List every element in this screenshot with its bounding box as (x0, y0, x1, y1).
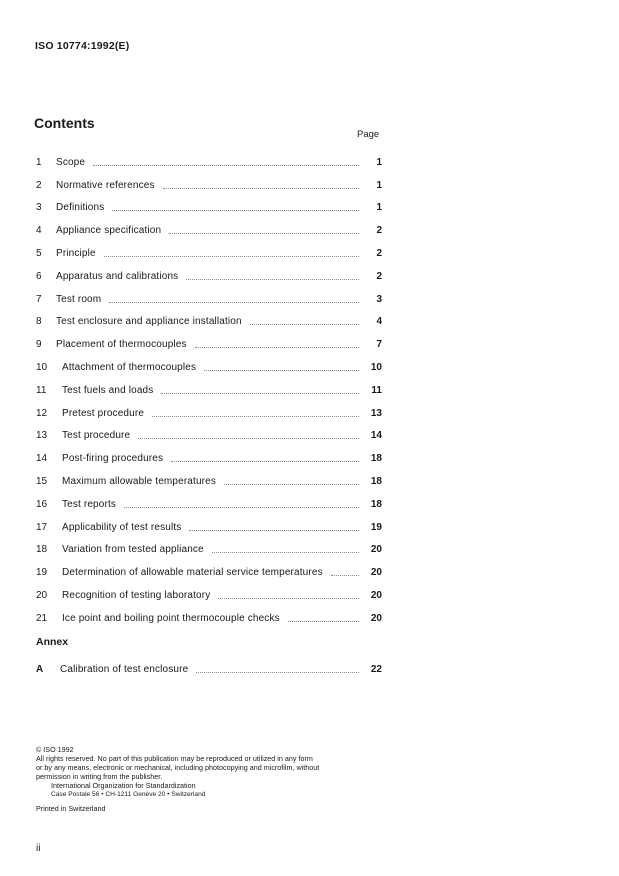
entry-number: 7 (36, 293, 42, 305)
entry-title: Ice point and boiling point thermocouple checks (62, 612, 280, 624)
toc-entry[interactable] (36, 653, 382, 676)
entry-number: 8 (36, 316, 42, 328)
entry-title: Variation from tested appliance (62, 544, 204, 556)
toc-entry[interactable] (36, 306, 382, 329)
copyright-notice: © ISO 1992 (36, 745, 74, 754)
entry-title: Normative references (56, 179, 155, 191)
entry-number: 11 (36, 384, 47, 396)
entry-page: 1 (376, 202, 382, 214)
toc-entry[interactable] (36, 442, 382, 465)
dot-leader (169, 233, 359, 234)
entry-title: Appliance specification (56, 225, 162, 237)
entry-number: 12 (36, 407, 48, 419)
dot-leader (138, 438, 359, 439)
entry-title: Applicability of test results (62, 521, 182, 533)
entry-title: Scope (56, 156, 86, 168)
copyright-block (36, 745, 386, 813)
dot-leader (218, 598, 359, 599)
entry-page: 18 (370, 453, 382, 465)
annex-heading: Annex (36, 636, 69, 648)
entry-number: 3 (36, 202, 42, 214)
entry-title: Apparatus and calibrations (56, 270, 179, 282)
entry-page: 18 (370, 498, 382, 510)
entry-page: 13 (370, 407, 382, 419)
entry-page: 2 (376, 247, 382, 259)
toc-entry[interactable] (36, 579, 382, 602)
entry-title: Maximum allowable temperatures (62, 475, 217, 487)
entry-number: 20 (36, 589, 48, 601)
table-of-contents (36, 146, 382, 625)
toc-entry[interactable] (36, 146, 382, 169)
entry-number: 18 (36, 544, 48, 556)
toc-entry[interactable] (36, 283, 382, 306)
entry-page: 11 (371, 384, 382, 396)
dot-leader (171, 461, 359, 462)
entry-number: 9 (36, 339, 42, 351)
entry-title: Test room (56, 293, 102, 305)
entry-number: 16 (36, 498, 48, 510)
toc-entry[interactable] (36, 511, 382, 534)
toc-entry[interactable] (36, 260, 382, 283)
toc-entry[interactable] (36, 488, 382, 511)
contents-title: Contents (34, 115, 95, 131)
document-id: ISO 10774:1992(E) (35, 40, 130, 52)
entry-title: Determination of allowable material service temperatures (62, 567, 323, 579)
page-column-label: Page (357, 129, 380, 140)
dot-leader (250, 324, 359, 325)
toc-entry[interactable] (36, 420, 382, 443)
entry-title: Calibration of test enclosure (60, 663, 189, 675)
dot-leader (104, 256, 359, 257)
rights-line-2: or by any means, electronic or mechanical, including photocopying and microfilm, without (36, 763, 320, 772)
dot-leader (93, 165, 359, 166)
printed-in: Printed in Switzerland (36, 804, 106, 813)
toc-entry[interactable] (36, 602, 382, 625)
dot-leader (196, 672, 359, 673)
dot-leader (112, 210, 359, 211)
toc-entry[interactable] (36, 534, 382, 557)
entry-title: Principle (56, 247, 96, 259)
entry-number: 2 (36, 179, 42, 191)
toc-entry[interactable] (36, 237, 382, 260)
entry-page: 4 (376, 316, 382, 328)
dot-leader (195, 347, 359, 348)
entry-page: 19 (370, 521, 382, 533)
entry-number: 5 (36, 247, 42, 259)
rights-line-3: permission in writing from the publisher. (36, 772, 163, 781)
organization-address: Case Postale 56 • CH-1211 Genève 20 • Switzerland (51, 791, 206, 798)
entry-title: Definitions (56, 202, 105, 214)
dot-leader (224, 484, 359, 485)
entry-title: Test enclosure and appliance installation (56, 316, 242, 328)
entry-page: 14 (370, 430, 382, 442)
toc-entry[interactable] (36, 214, 382, 237)
dot-leader (204, 370, 359, 371)
toc-entry[interactable] (36, 465, 382, 488)
dot-leader (161, 393, 359, 394)
entry-number: 14 (36, 453, 48, 465)
entry-page: 3 (376, 293, 382, 305)
toc-entry[interactable] (36, 556, 382, 579)
entry-page: 10 (370, 361, 382, 373)
entry-number: A (36, 663, 44, 675)
entry-number: 13 (36, 430, 48, 442)
entry-page: 7 (376, 339, 382, 351)
entry-title: Recognition of testing laboratory (62, 589, 211, 601)
dot-leader (212, 552, 359, 553)
entry-page: 1 (376, 179, 382, 191)
entry-page: 20 (370, 612, 382, 624)
entry-number: 6 (36, 270, 42, 282)
dot-leader (109, 302, 359, 303)
organization-name: International Organization for Standardization (51, 781, 196, 790)
entry-number: 19 (36, 567, 48, 579)
dot-leader (288, 621, 359, 622)
entry-page: 20 (370, 544, 382, 556)
dot-leader (124, 507, 359, 508)
dot-leader (152, 416, 359, 417)
toc-entry[interactable] (36, 192, 382, 215)
entry-page: 18 (370, 475, 382, 487)
entry-number: 4 (36, 225, 42, 237)
entry-page: 1 (376, 156, 382, 168)
dot-leader (163, 188, 359, 189)
entry-number: 15 (36, 475, 48, 487)
entry-title: Test fuels and loads (62, 384, 154, 396)
page-number: ii (36, 843, 41, 854)
entry-page: 20 (370, 589, 382, 601)
toc-entry[interactable] (36, 397, 382, 420)
entry-page: 2 (376, 225, 382, 237)
entry-title: Pretest procedure (62, 407, 145, 419)
rights-line-1: All rights reserved. No part of this publication may be reproduced or utilized in any form (36, 754, 313, 763)
toc-entry[interactable] (36, 374, 382, 397)
entry-title: Post-firing procedures (62, 453, 164, 465)
entry-title: Placement of thermocouples (56, 339, 187, 351)
entry-title: Test procedure (62, 430, 131, 442)
toc-entry[interactable] (36, 351, 382, 374)
dot-leader (189, 530, 359, 531)
entry-number: 17 (36, 521, 48, 533)
entry-page: 20 (370, 567, 382, 579)
entry-number: 1 (36, 156, 42, 168)
entry-title: Test reports (62, 498, 117, 510)
dot-leader (331, 575, 359, 576)
entry-page: 2 (376, 270, 382, 282)
entry-page: 22 (370, 663, 382, 675)
entry-title: Attachment of thermocouples (62, 361, 197, 373)
annex-list (36, 653, 382, 676)
toc-entry[interactable] (36, 328, 382, 351)
dot-leader (186, 279, 359, 280)
entry-number: 21 (36, 612, 48, 624)
toc-entry[interactable] (36, 169, 382, 192)
entry-number: 10 (36, 361, 48, 373)
